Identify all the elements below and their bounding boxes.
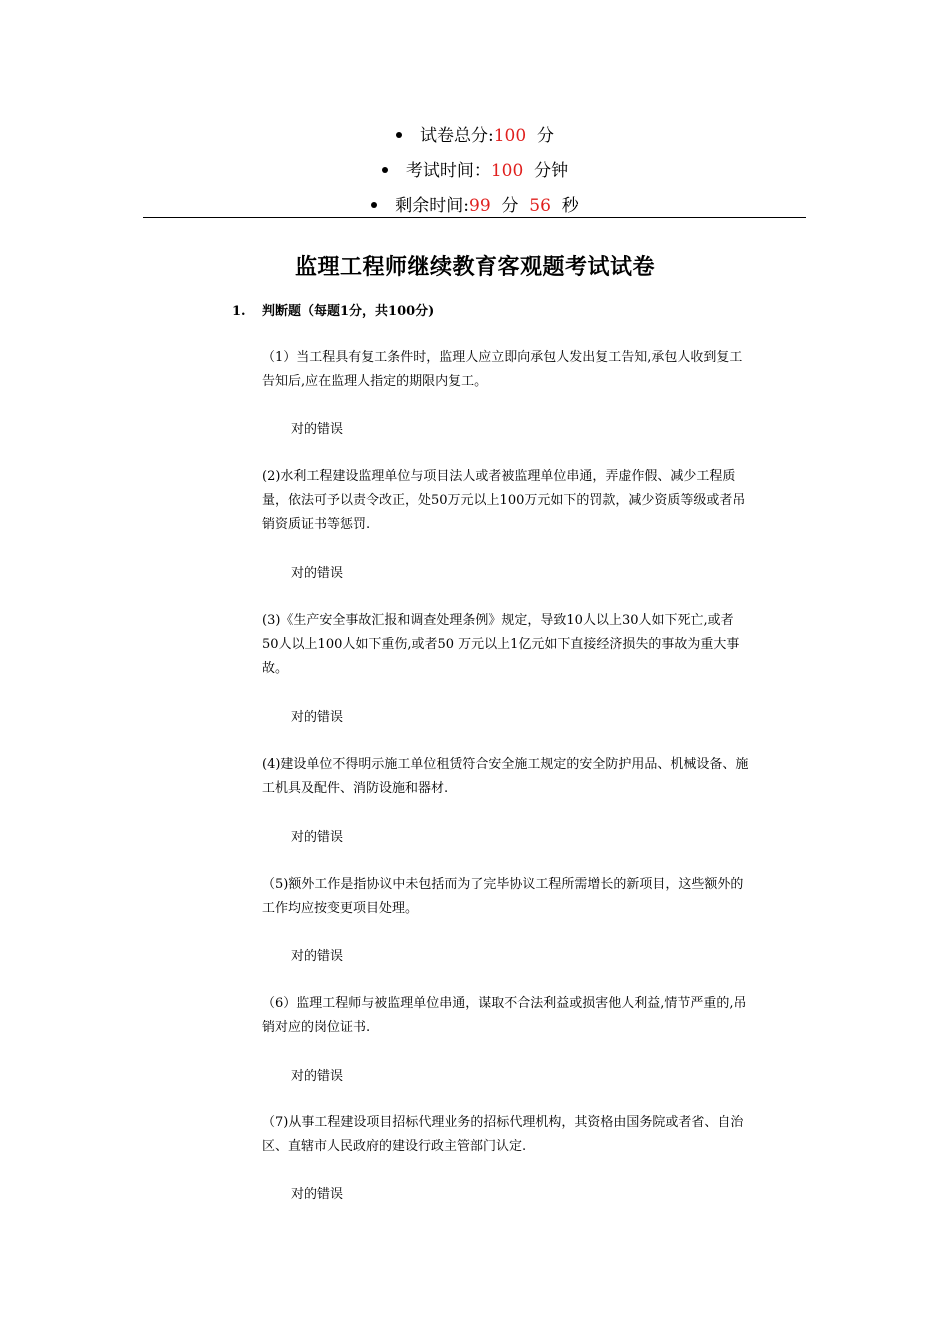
question-text-line: （1）当工程具有复工条件时，监理人应立即向承包人发出复工告知,承包人收到复工 [262,350,743,365]
total-score-item [0,122,950,157]
answer-options-3[interactable]: 对的错误 [291,710,344,725]
exam-info-list [0,122,950,227]
question-text-line: 工作均应按变更项目处理。 [262,901,419,916]
question-2 [262,465,802,537]
exam-time-item [0,157,950,192]
answer-options-2[interactable]: 对的错误 [291,566,344,581]
total-score-value: 100 [493,126,527,146]
page-title: 监理工程师继续教育客观题考试试卷 [294,254,655,280]
exam-time-unit: 分钟 [534,161,569,181]
question-6 [262,992,802,1040]
question-text-line: （7)从事工程建设项目招标代理业务的招标代理机构，其资格由国务院或者省、自治 [262,1115,744,1130]
answer-options-6[interactable]: 对的错误 [291,1069,344,1084]
question-text-line: 区、直辖市人民政府的建设行政主管部门认定. [262,1139,527,1154]
question-text-line: 销对应的岗位证书. [262,1020,371,1035]
question-text-line: 量，依法可予以责令改正，处50万元以上100万元如下的罚款，减少资质等级或者吊 [262,493,746,508]
answer-options-4[interactable]: 对的错误 [291,830,344,845]
question-text-line: (4)建设单位不得明示施工单位租赁符合安全施工规定的安全防护用品、机械设备、施 [262,757,749,772]
question-text-line: （6）监理工程师与被监理单位串通，谋取不合法利益或损害他人利益,情节严重的,吊 [262,996,747,1011]
remaining-minutes: 99 [469,196,491,216]
question-text-line: (2)水利工程建设监理单位与项目法人或者被监理单位串通，弄虚作假、减少工程质 [262,469,736,484]
remaining-minutes-unit: 分 [501,196,519,216]
section-label: 判断题（每题1分，共100分) [262,304,435,319]
remaining-time-item [0,192,950,227]
total-score-label: 试卷总分: [420,126,494,146]
question-text-line: （5)额外工作是指协议中未包括而为了完毕协议工程所需增长的新项目，这些额外的 [262,877,744,892]
question-text-line: 50人以上100人如下重伤,或者50 万元以上1亿元如下直接经济损失的事故为重大事 [262,637,740,652]
question-text-line: (3)《生产安全事故汇报和调查处理条例》规定，导致10人以上30人如下死亡,或者 [262,613,734,628]
question-5 [262,873,802,921]
question-text-line: 工机具及配件、消防设施和器材. [262,781,449,796]
answer-options-1[interactable]: 对的错误 [291,422,344,437]
answer-options-7[interactable]: 对的错误 [291,1187,344,1202]
remaining-seconds-unit: 秒 [561,196,579,216]
remaining-seconds: 56 [529,196,551,216]
question-7 [262,1111,802,1159]
question-text-line: 告知后,应在监理人指定的期限内复工。 [262,374,488,389]
remaining-time-label: 剩余时间: [395,196,469,216]
question-3 [262,609,802,681]
answer-options-5[interactable]: 对的错误 [291,949,344,964]
exam-time-value: 100 [490,161,524,181]
question-text-line: 销资质证书等惩罚. [262,517,371,532]
question-4 [262,753,802,801]
exam-time-label: 考试时间： [405,161,491,181]
section-heading [232,300,434,319]
bullet-icon [382,167,388,173]
bullet-icon [396,132,402,138]
question-1 [262,346,802,394]
total-score-unit: 分 [537,126,554,146]
section-number: 1. [232,304,246,319]
question-text-line: 故。 [262,661,289,676]
bullet-icon [371,202,377,208]
header-divider [143,217,806,218]
